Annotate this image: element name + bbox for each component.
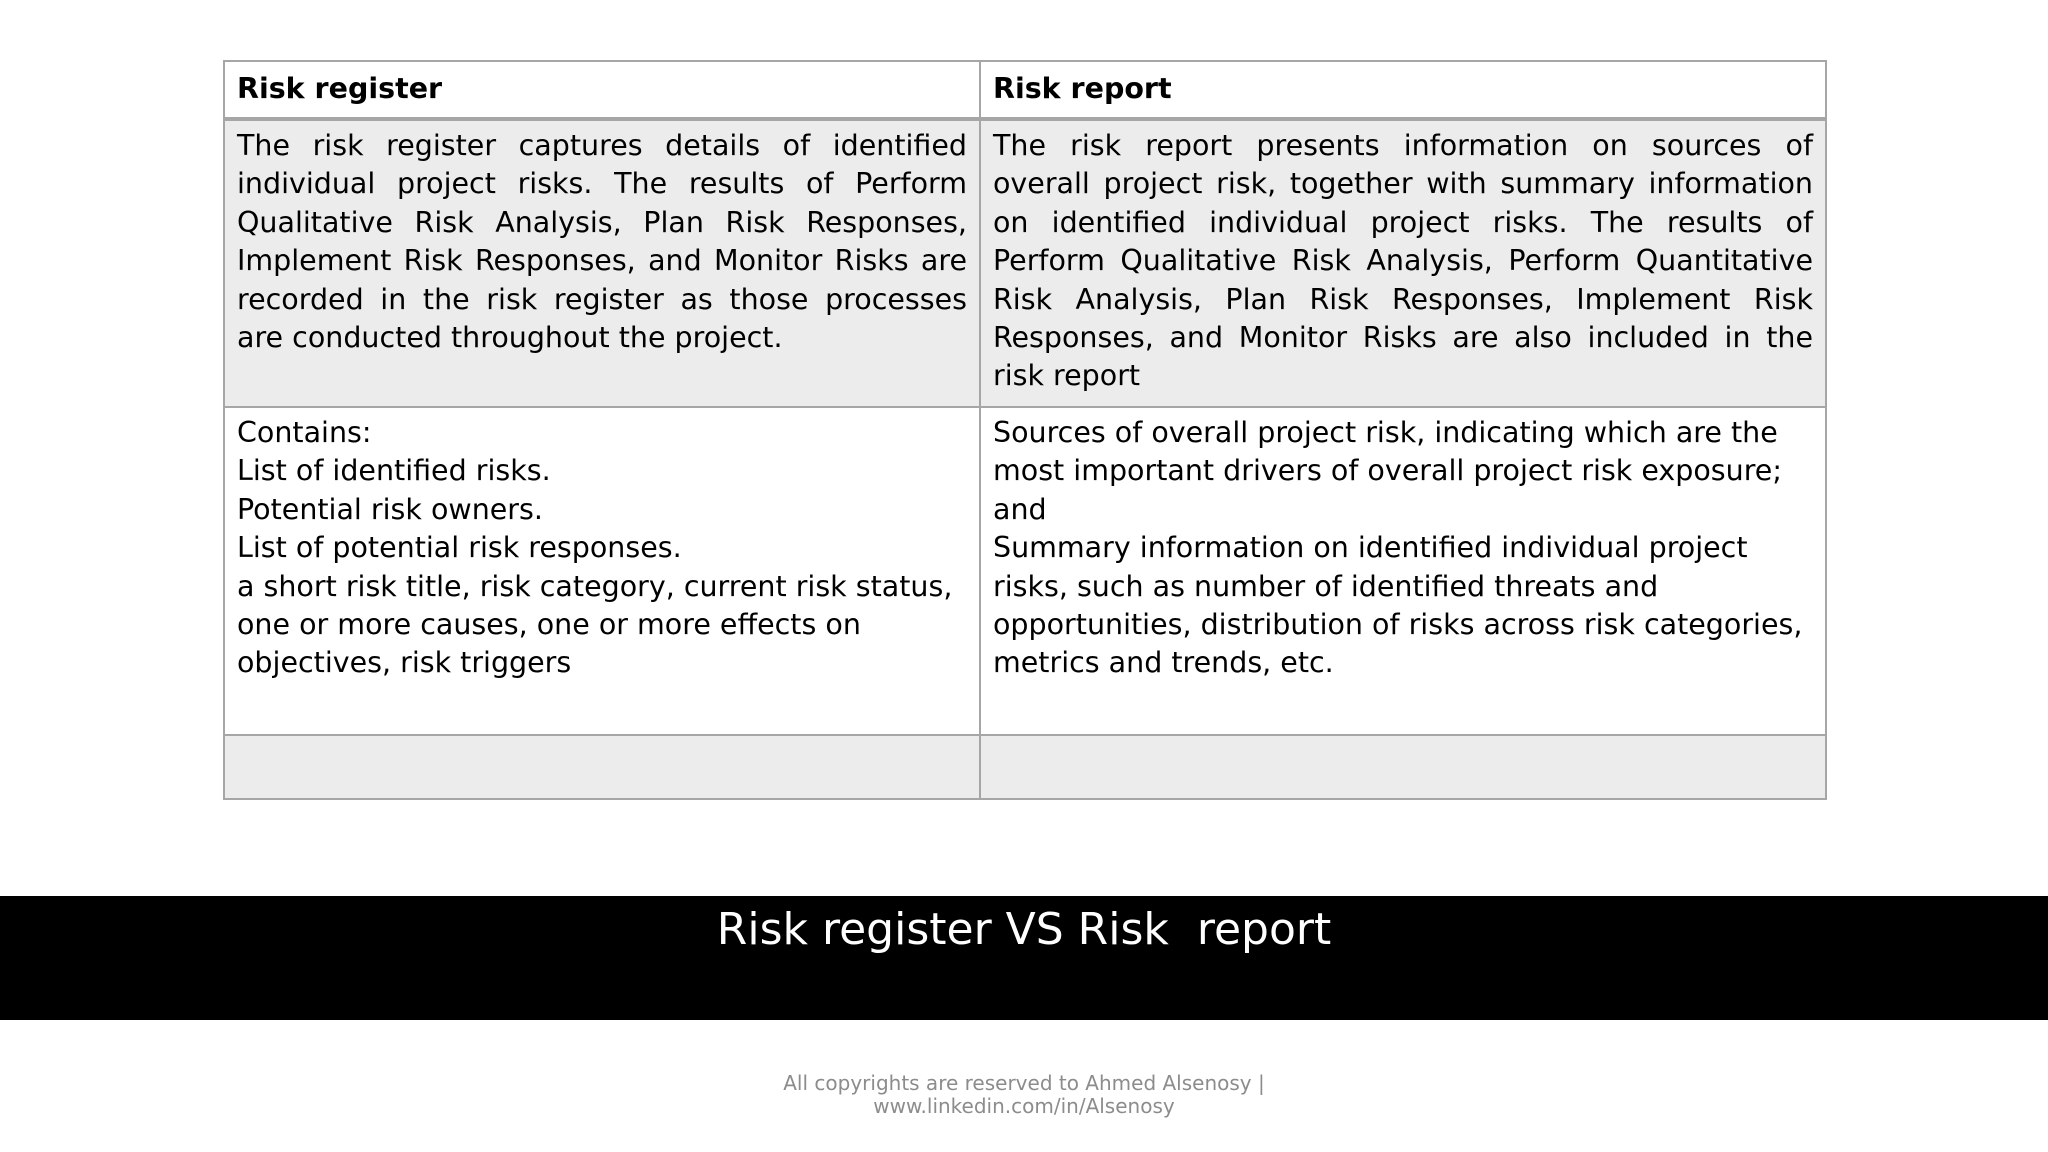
linkedin-url: www.linkedin.com/in/Alsenosy	[873, 1094, 1175, 1118]
copyright-footer	[0, 1072, 2048, 1118]
table-row	[224, 407, 1826, 735]
risk-register-contents	[224, 407, 980, 735]
risk-report-description: The risk report presents information on sources of overall project risk, together with summary information on identified individual project risks. The results of Perform Qualitative Risk Analysis, Perform Quantitative Risk Analysis, Plan Risk Responses, Implement Risk Responses, and Monitor Risks are also included in the risk report	[980, 119, 1826, 407]
header-risk-report: Risk report	[980, 61, 1826, 119]
list-item: and	[993, 492, 1047, 526]
header-risk-register: Risk register	[224, 61, 980, 119]
table-row	[224, 119, 1826, 407]
list-item: List of identified risks.	[237, 454, 551, 488]
slide-title: Risk register VS Risk report	[716, 904, 1332, 955]
table-row	[224, 735, 1826, 799]
list-item: Contains:	[237, 416, 372, 449]
empty-cell-left	[224, 735, 980, 799]
list-item: a short risk title, risk category, current risk status, one or more causes, one or more effects on objectives, risk triggers	[237, 569, 953, 680]
table-header-row	[224, 61, 1826, 119]
risk-report-contents	[980, 407, 1826, 735]
list-item: Potential risk owners.	[237, 492, 543, 526]
comparison-table	[223, 60, 1827, 800]
risk-register-description: The risk register captures details of identified individual project risks. The results of Perform Qualitative Risk Analysis, Plan Risk Responses, Implement Risk Responses, and Monitor Risks are recorded in the risk register as those processes are conducted throughout the project.	[224, 119, 980, 407]
empty-cell-right	[980, 735, 1826, 799]
list-item: Summary information on identified individual project risks, such as number of identified threats and opportunities, distribution of risks across risk categories, metrics and trends, etc.	[993, 531, 1803, 680]
list-item: List of potential risk responses.	[237, 531, 682, 565]
copyright-text: All copyrights are reserved to Ahmed Alsenosy |	[783, 1071, 1265, 1095]
list-item: Sources of overall project risk, indicating which are the most important drivers of overall project risk exposure;	[993, 416, 1782, 488]
